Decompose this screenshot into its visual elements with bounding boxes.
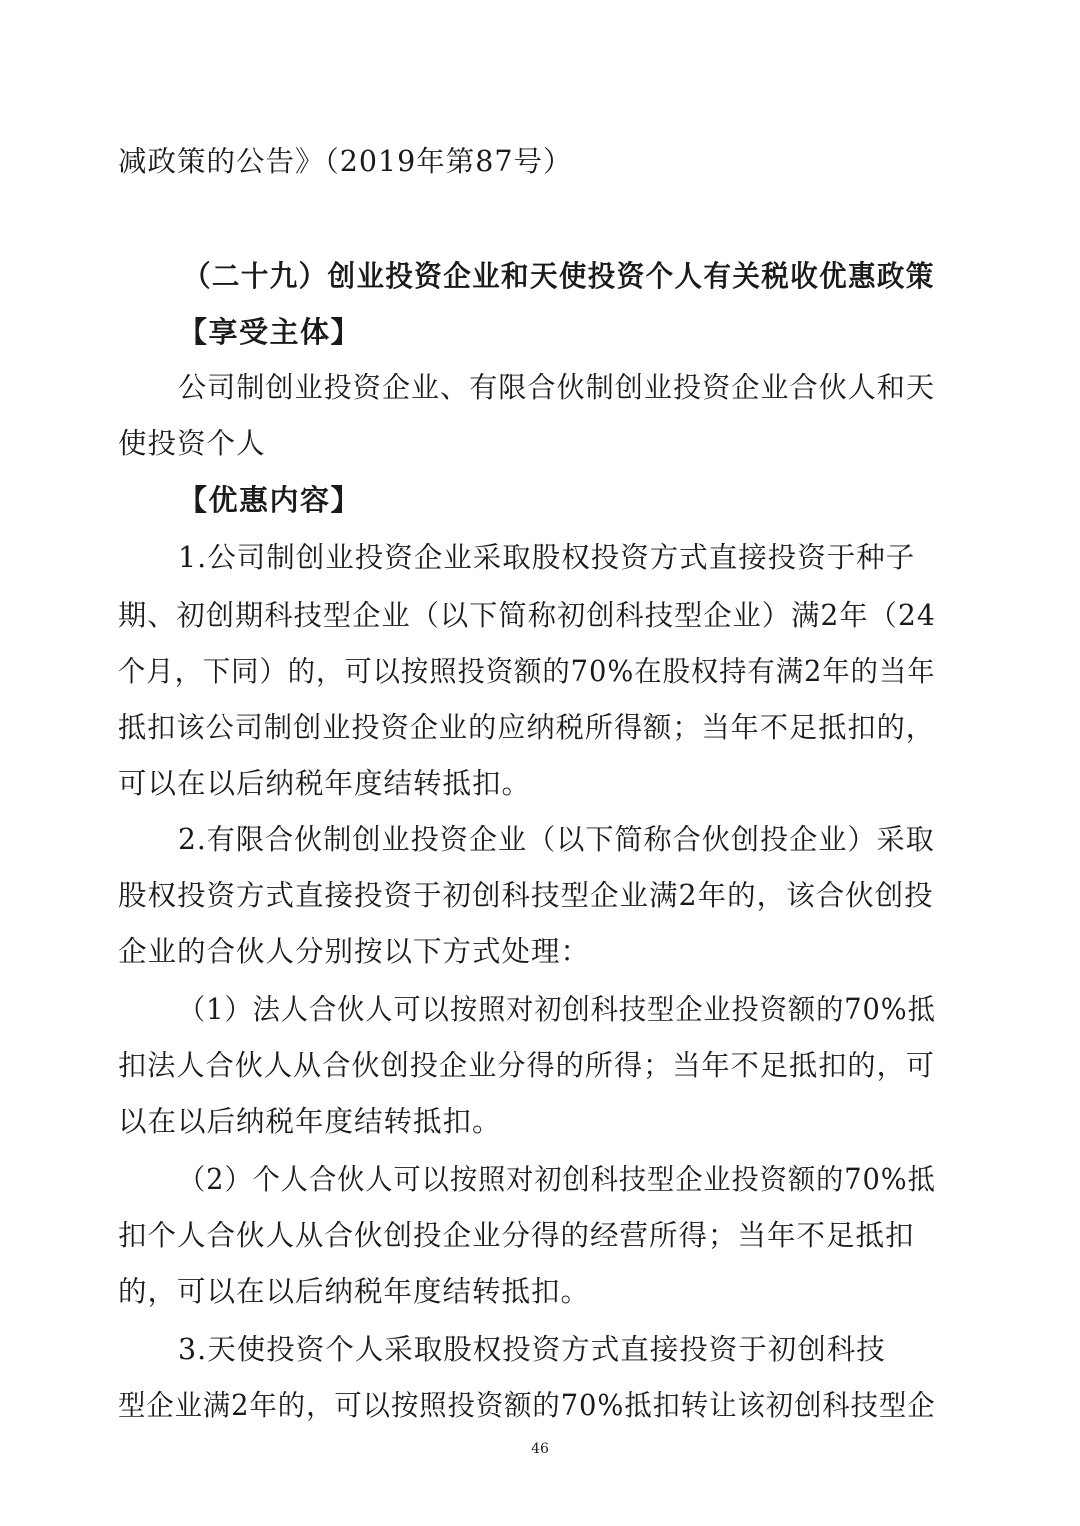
section-heading: （二十九）创业投资企业和天使投资个人有关税收优惠政策 — [183, 259, 935, 293]
text-line: 可以在以后纳税年度结转抵扣。 — [118, 767, 532, 800]
text-line: 抵扣该公司制创业投资企业的应纳税所得额；当年不足抵扣的， — [118, 711, 935, 744]
text-line: 使投资个人 — [118, 427, 266, 460]
text-line: 股权投资方式直接投资于初创科技型企业满2年的，该合伙创投 — [118, 879, 934, 912]
text-line: 扣法人合伙人从合伙创投企业分得的所得；当年不足抵扣的，可 — [118, 1049, 935, 1082]
text-line: 企业的合伙人分别按以下方式处理： — [118, 935, 591, 968]
text-line: 型企业满2年的，可以按照投资额的70%抵扣转让该初创科技型企 — [118, 1389, 936, 1422]
text-line: （1）法人合伙人可以按照对初创科技型企业投资额的70%抵 — [178, 993, 936, 1026]
text-line: 个月，下同）的，可以按照投资额的70%在股权持有满2年的当年 — [118, 655, 936, 688]
text-line: 期、初创期科技型企业（以下简称初创科技型企业）满2年（24 — [118, 599, 936, 632]
text-line: 扣个人合伙人从合伙创投企业分得的经营所得；当年不足抵扣 — [118, 1219, 915, 1252]
subheading-preferential-content: 【优惠内容】 — [178, 483, 362, 517]
page-number: 46 — [531, 1441, 549, 1457]
text-line: 3.天使投资个人采取股权投资方式直接投资于初创科技 — [178, 1333, 886, 1366]
text-line: 的，可以在以后纳税年度结转抵扣。 — [118, 1275, 591, 1308]
text-line: 2.有限合伙制创业投资企业（以下简称合伙创投企业）采取 — [178, 823, 935, 856]
text-line: 以在以后纳税年度结转抵扣。 — [118, 1105, 502, 1138]
text-line: 1.公司制创业投资企业采取股权投资方式直接投资于种子 — [178, 541, 916, 574]
subheading-beneficiary: 【享受主体】 — [178, 315, 362, 349]
text-line: 公司制创业投资企业、有限合伙制创业投资企业合伙人和天 — [178, 371, 936, 404]
text-line: 减政策的公告》（2019年第87号） — [118, 145, 573, 178]
text-line: （2）个人合伙人可以按照对初创科技型企业投资额的70%抵 — [178, 1163, 936, 1196]
